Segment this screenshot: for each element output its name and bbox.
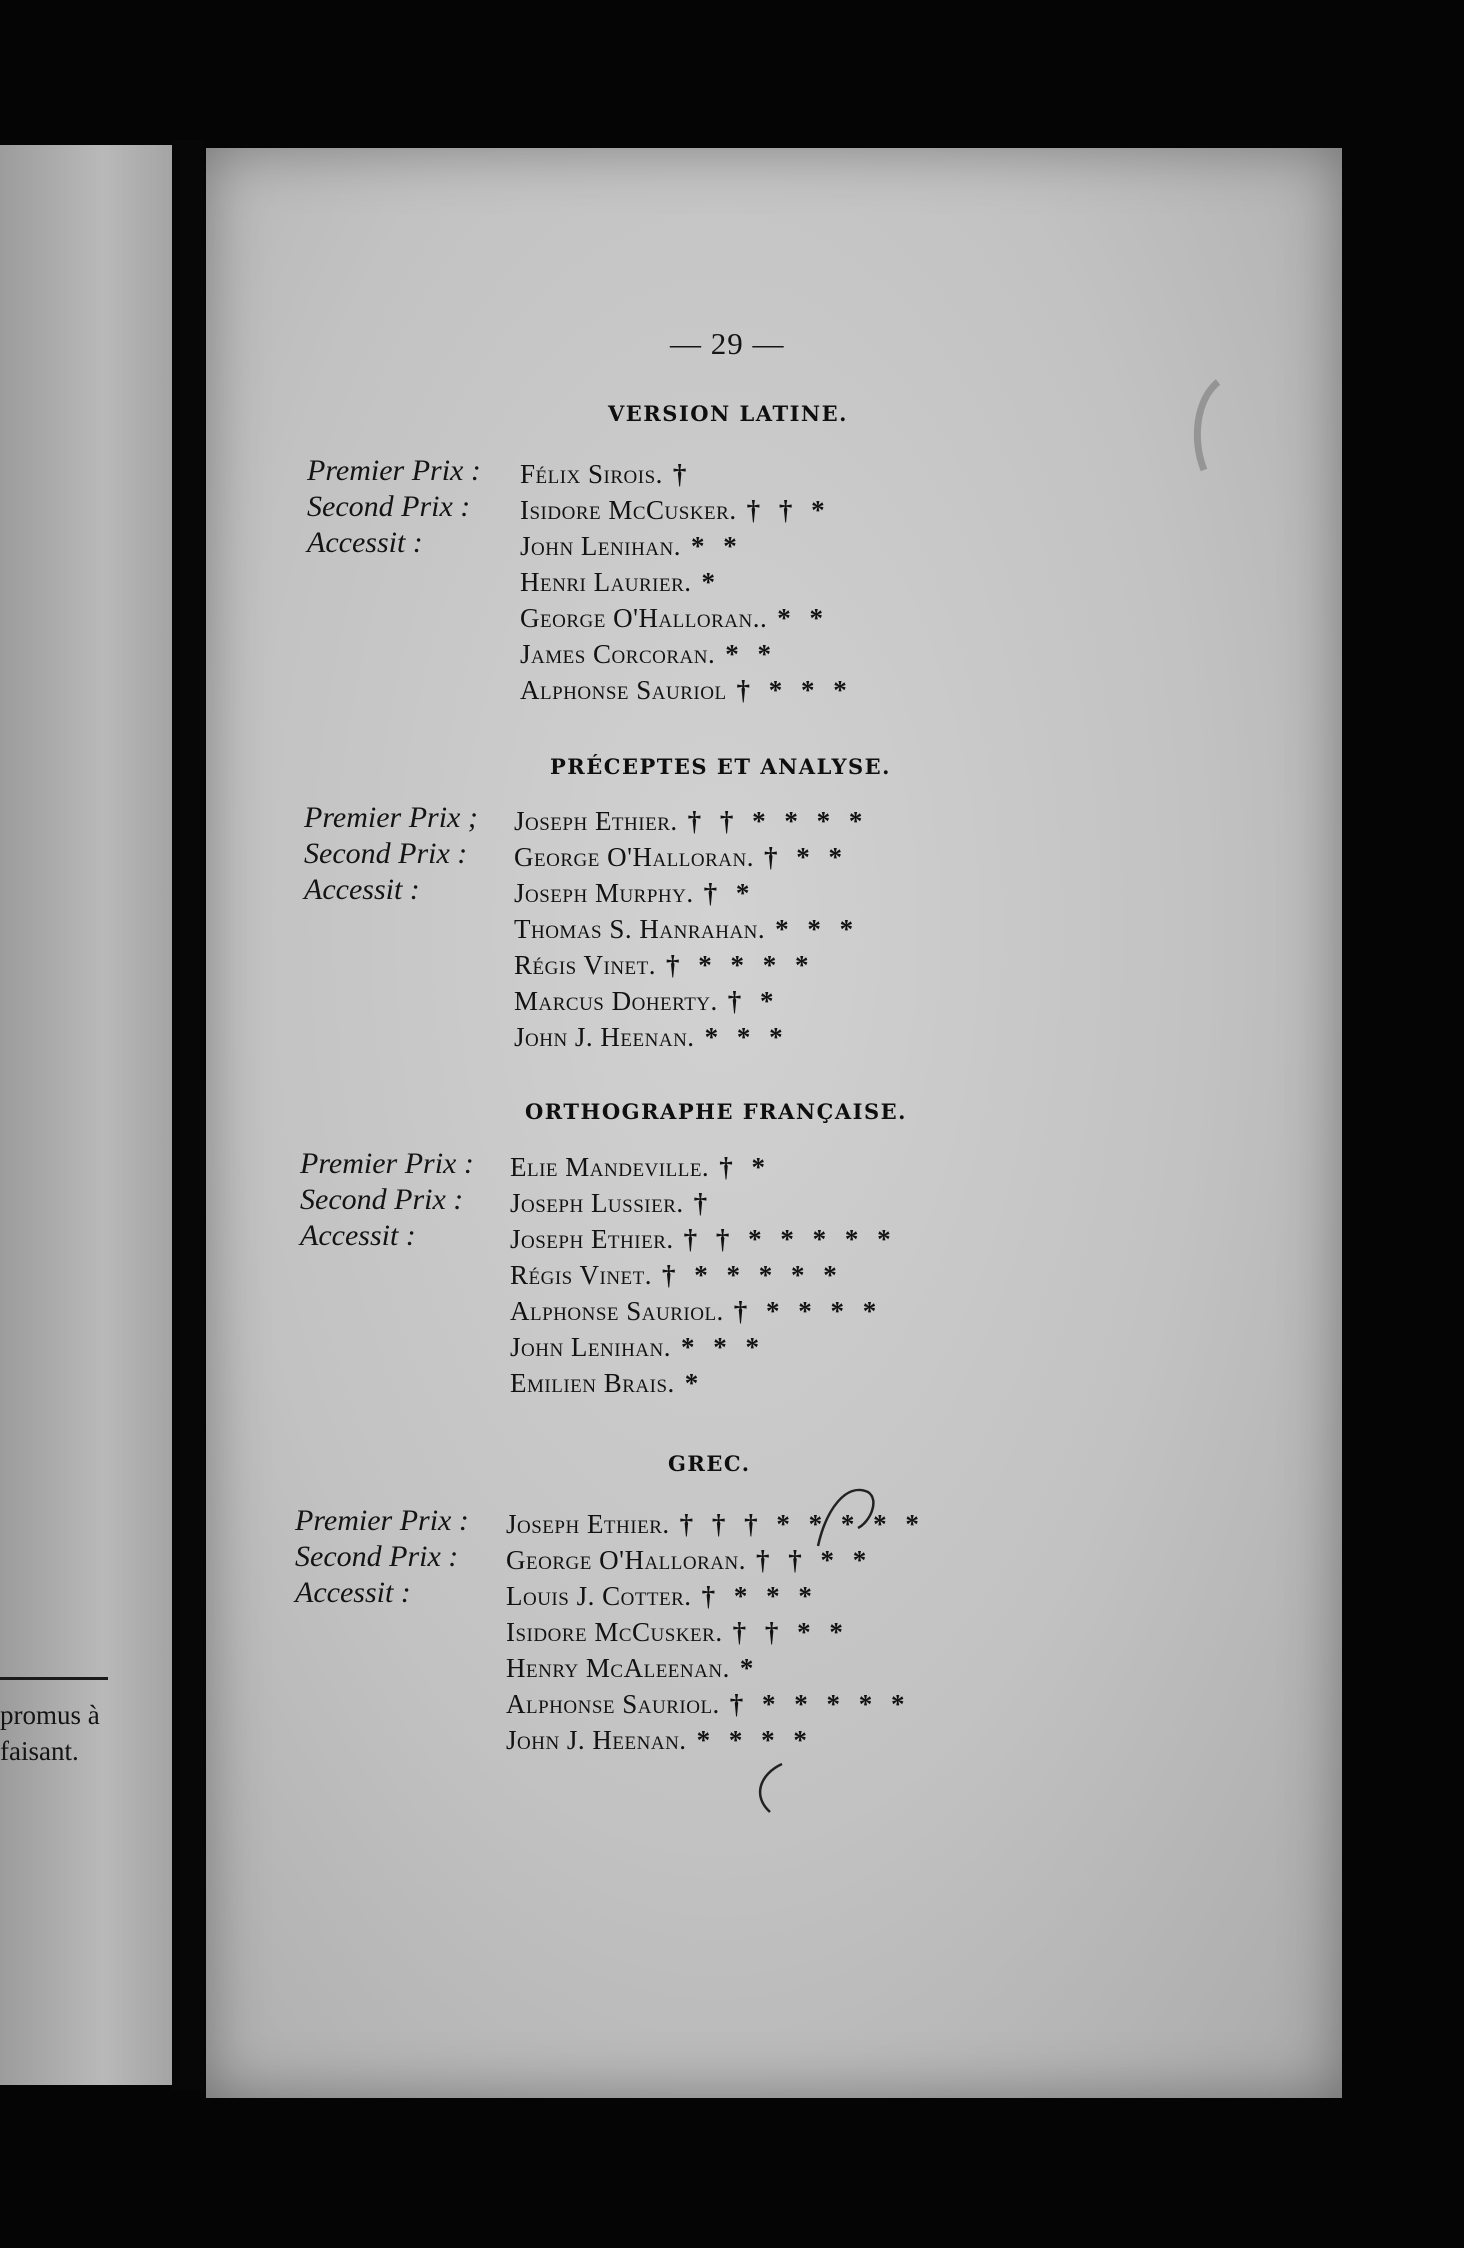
entry [520,567,721,598]
label-second-prix: Second Prix : [295,1540,459,1573]
section-heading-grec: GREC. [668,1451,751,1476]
entry [520,603,829,634]
entry [514,806,868,837]
distinction-marks: † * [719,1152,771,1182]
entry [506,1509,925,1540]
entry [506,1617,849,1648]
student-name: John J. Heenan. [506,1725,687,1755]
distinction-marks: * * * * [696,1725,813,1755]
entry [506,1689,911,1720]
distinction-marks: † * * * * * [729,1689,911,1719]
entry [514,950,815,981]
student-name: Joseph Ethier. [514,806,678,836]
student-name: James Corcoran. [520,639,716,669]
section-heading-orthographe-francaise: ORTHOGRAPHE FRANÇAISE. [525,1099,907,1124]
distinction-marks: † † * * * * * [683,1224,897,1254]
student-name: Emilien Brais. [510,1368,675,1398]
entry [520,495,831,526]
label-premier-prix: Premier Prix : [300,1147,474,1180]
left-page-text-line-2: faisant. [0,1736,79,1766]
left-page-fragment [0,145,172,2085]
distinction-marks: † [672,459,693,489]
entry [506,1725,813,1756]
label-premier-prix: Premier Prix : [307,454,481,487]
left-page-rule [0,1677,108,1680]
distinction-marks: † * * * * * [662,1260,843,1290]
distinction-marks: * [701,567,722,597]
student-name: Isidore McCusker. [506,1617,723,1647]
book-gutter [172,140,204,2090]
student-name: Henri Laurier. [520,567,692,597]
distinction-marks: * [684,1368,705,1398]
student-name: Régis Vinet. [510,1260,653,1290]
entry [510,1260,843,1291]
student-name: Henry McAleenan. [506,1653,730,1683]
label-second-prix: Second Prix : [304,837,468,870]
distinction-marks: * * [777,603,829,633]
student-name: Alphonse Sauriol. [506,1689,720,1719]
page-number: — 29 — [670,326,785,361]
distinction-marks: † * * * * [666,950,815,980]
entry [520,459,692,490]
student-name: Joseph Ethier. [510,1224,674,1254]
label-second-prix: Second Prix : [300,1183,464,1216]
student-name: John Lenihan. [510,1332,671,1362]
entry [520,531,743,562]
student-name: George O'Halloran. [506,1545,746,1575]
distinction-marks: * * * [704,1022,789,1052]
entry [520,675,853,706]
distinction-marks: † * * * [701,1581,818,1611]
distinction-marks: * [739,1653,760,1683]
student-name: John J. Heenan. [514,1022,695,1052]
left-page-text-line-1: promus à [0,1700,100,1730]
entry [520,639,777,670]
distinction-marks: † [693,1188,714,1218]
distinction-marks: † * * * [736,675,853,705]
entry [506,1545,872,1576]
distinction-marks: † * [703,878,756,908]
student-name: Thomas S. Hanrahan. [514,914,766,944]
student-name: George O'Halloran. [514,842,754,872]
distinction-marks: † † * [746,495,831,525]
student-name: Marcus Doherty. [514,986,718,1016]
distinction-marks: * * * [775,914,860,944]
entry [510,1368,704,1399]
student-name: Joseph Lussier. [510,1188,684,1218]
label-accessit: Accessit : [307,526,423,559]
distinction-marks: † † † * * * * * [679,1509,925,1539]
entry [514,878,755,909]
entry [514,914,859,945]
distinction-marks: * * [725,639,777,669]
student-name: Joseph Murphy. [514,878,694,908]
entry [510,1188,713,1219]
label-accessit: Accessit : [304,873,420,906]
student-name: Régis Vinet. [514,950,657,980]
student-name: Alphonse Sauriol [520,675,727,705]
entry [510,1224,897,1255]
student-name: Louis J. Cotter. [506,1581,692,1611]
section-heading-version-latine: VERSION LATINE. [608,401,848,426]
student-name: George O'Halloran.. [520,603,768,633]
label-accessit: Accessit : [295,1576,411,1609]
label-premier-prix: Premier Prix ; [304,801,478,834]
student-name: Alphonse Sauriol. [510,1296,724,1326]
entry [506,1581,818,1612]
distinction-marks: * * [690,531,743,561]
distinction-marks: † † * * * * [687,806,869,836]
entry [506,1653,759,1684]
distinction-marks: † † * * [755,1545,873,1575]
label-accessit: Accessit : [300,1219,416,1252]
student-name: Elie Mandeville. [510,1152,710,1182]
student-name: John Lenihan. [520,531,681,561]
student-name: Isidore McCusker. [520,495,737,525]
entry [514,986,780,1017]
entry [510,1332,765,1363]
label-second-prix: Second Prix : [307,490,471,523]
distinction-marks: † * * * * [733,1296,883,1326]
entry [510,1296,882,1327]
distinction-marks: * * * [680,1332,765,1362]
distinction-marks: † † * * [732,1617,849,1647]
entry [514,1022,789,1053]
label-premier-prix: Premier Prix : [295,1504,469,1537]
entry [514,842,848,873]
student-name: Joseph Ethier. [506,1509,670,1539]
entry [510,1152,771,1183]
distinction-marks: † * [727,986,780,1016]
section-heading-preceptes-et-analyse: PRÉCEPTES ET ANALYSE. [550,754,891,779]
distinction-marks: † * * [763,842,848,872]
student-name: Félix Sirois. [520,459,663,489]
